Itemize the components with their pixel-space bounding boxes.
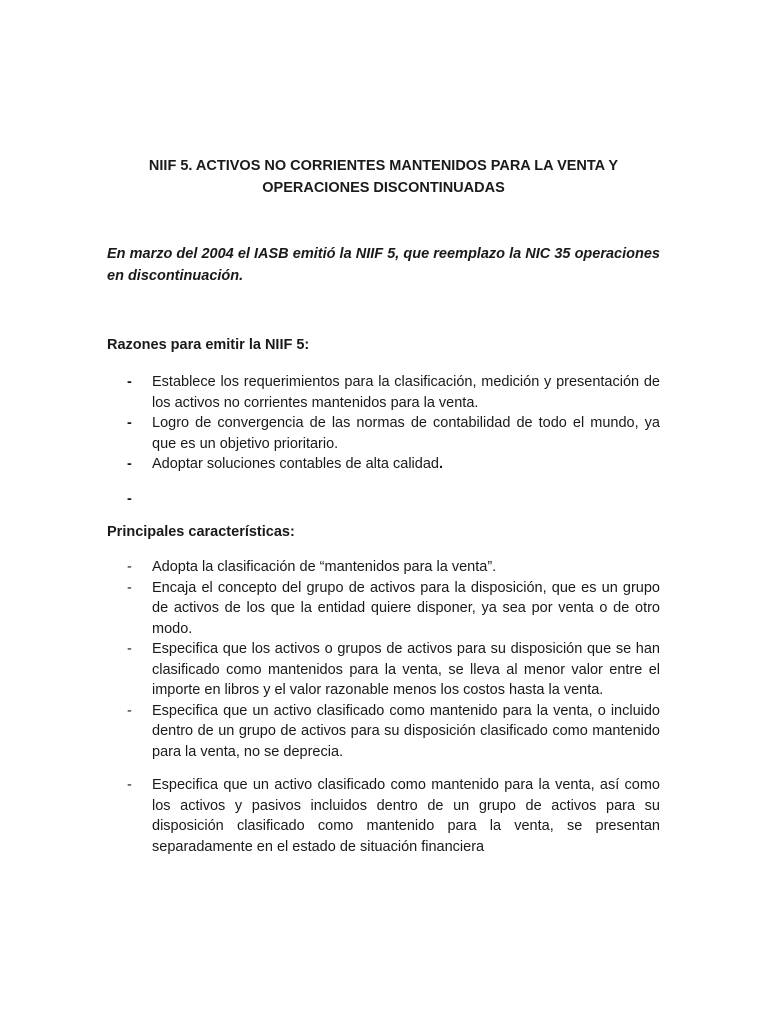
- list-item: [107, 578, 660, 640]
- list-item: [107, 372, 660, 413]
- features-heading: Principales características:: [107, 524, 295, 540]
- list-item-text: Especifica que un activo clasificado como mantenido para la venta, así como los activos y pasivos incluidos dentro de un grupo de activos para su disposición clasificado como mantenido para la venta, se presentan separadamente en el estado de situación financiera: [152, 777, 660, 855]
- empty-list-item: [107, 489, 660, 509]
- list-item-text: Adoptar soluciones contables de alta calidad: [152, 456, 439, 472]
- list-item: [107, 775, 660, 857]
- list-item-text: Especifica que los activos o grupos de activos para su disposición que se han clasificado como mantenidos para la venta, se lleva al menor valor entre el importe en libros y el valor razonable menos los costos hasta la venta.: [152, 641, 660, 698]
- list-item-period: .: [438, 456, 444, 472]
- title-line-1: NIIF 5. ACTIVOS NO CORRIENTES MANTENIDOS PARA LA VENTA Y: [148, 158, 619, 174]
- bullet-dash: -: [127, 559, 132, 575]
- bullet-dash: -: [127, 456, 132, 472]
- bullet-dash: -: [127, 777, 132, 793]
- document-title: [107, 155, 660, 199]
- bullet-dash: -: [127, 490, 132, 507]
- list-item-text: Logro de convergencia de las normas de contabilidad de todo el mundo, ya que es un objetivo prioritario.: [152, 415, 660, 452]
- bullet-dash: -: [127, 579, 132, 596]
- title-line-2: OPERACIONES DISCONTINUADAS: [262, 180, 505, 196]
- list-item-text: Especifica que un activo clasificado como mantenido para la venta, o incluido dentro de un grupo de activos para su disposición clasificado como mantenido para la venta, no se deprecia.: [152, 702, 660, 760]
- features-list: [107, 557, 660, 857]
- list-item: [107, 454, 660, 475]
- list-item: [107, 413, 660, 454]
- reasons-heading: Razones para emitir la NIIF 5:: [107, 337, 310, 353]
- bullet-dash: -: [127, 415, 132, 431]
- list-item-text: Adopta la clasificación de “mantenidos para la venta”.: [152, 559, 497, 575]
- bullet-dash: -: [127, 641, 132, 657]
- intro-paragraph: En marzo del 2004 el IASB emitió la NIIF 5, que reemplazo la NIC 35 operaciones en discontinuación.: [107, 246, 660, 284]
- list-item: [107, 557, 660, 578]
- document-page: [107, 0, 660, 1024]
- bullet-dash: -: [127, 374, 132, 390]
- list-item: [107, 639, 660, 701]
- bullet-dash: -: [127, 702, 132, 719]
- list-item-text: Establece los requerimientos para la clasificación, medición y presentación de los activos no corrientes mantenidos para la venta.: [152, 374, 660, 411]
- list-item: [107, 701, 660, 763]
- list-item-text: Encaja el concepto del grupo de activos para la disposición, que es un grupo de activos de los que la entidad quiere disponer, ya sea por venta o de otro modo.: [152, 579, 660, 637]
- reasons-list: [107, 372, 660, 509]
